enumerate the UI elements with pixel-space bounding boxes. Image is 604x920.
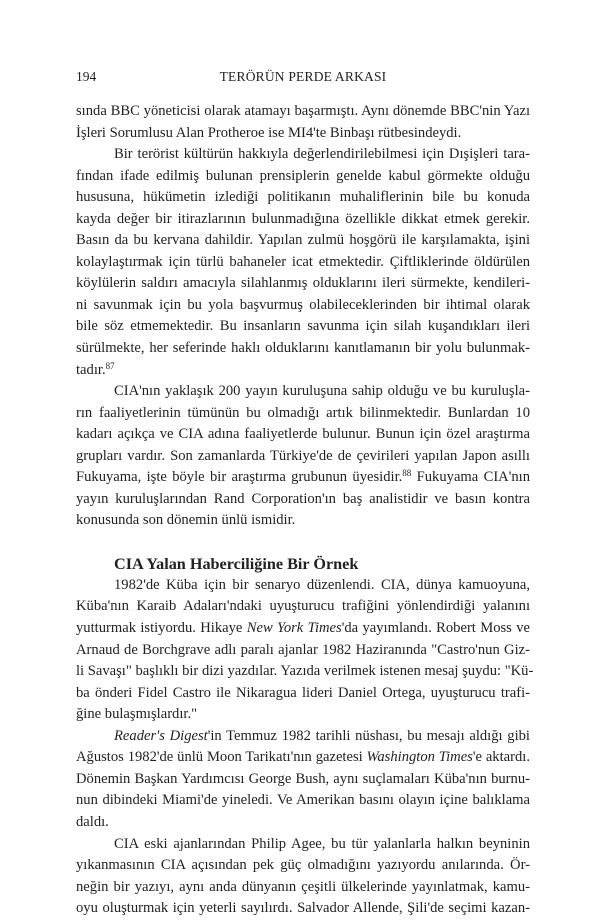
text-line: Basın da bu kervana dahildir. Yapılan zulmü hoşgörü ile karşılamakta, işini bbox=[76, 232, 530, 249]
text-segment: Fukuyama, işte böyle bir araştırma grubunun üyesidir. bbox=[76, 469, 403, 486]
text-line: CIA'nın yaklaşık 200 yayın kuruluşuna sahip olduğu ve bu kuruluşla- bbox=[114, 383, 530, 400]
text-line: konusunda son dönemin ünlü ismidir. bbox=[76, 512, 296, 529]
text-line: sürülmekte, her seferinde haklı olduklarını kanıtlamanın bir yolu bulunmak- bbox=[76, 340, 530, 357]
text-line: li Savaşı" başlıklı bir dizi yazdılar. Yazıda verilmek istenen mesaj şuydu: "Kü- bbox=[76, 663, 534, 680]
text-line: Arnaud de Borchgrave adlı paralı ajanlar 1982 Haziranında "Castro'nun Giz- bbox=[76, 641, 530, 658]
text-line: daldı. bbox=[76, 813, 109, 830]
text-line: yayın kuruluşlarından Rand Corporation'ın baş analistidir ve basın kontra bbox=[76, 490, 530, 507]
publication-title: Reader's Digest bbox=[114, 727, 208, 744]
book-page bbox=[76, 66, 534, 920]
text-segment: Fukuyama CIA'nın bbox=[411, 469, 530, 486]
page-number: 194 bbox=[76, 69, 97, 84]
publication-title: New York Times bbox=[246, 620, 342, 637]
running-header bbox=[76, 66, 530, 88]
footnote-ref-88[interactable]: 88 bbox=[402, 468, 412, 479]
paragraph bbox=[76, 144, 530, 381]
text-line: kayda değer bir itirazlarının bulunmadığına özellikle dikkat etmek gerekir. bbox=[76, 210, 530, 227]
text-line: kolaylaştırmak için türlü bahaneler icat etmektedir. Çiftliklerinde öldürülen bbox=[76, 253, 530, 270]
text-line: rın faaliyetlerinin tümünün bu olmadığı artık bilinmektedir. Bunlardan 10 bbox=[76, 404, 530, 421]
publication-title: Washington Times bbox=[366, 749, 473, 766]
text-line bbox=[76, 618, 530, 640]
text-line: 1982'de Küba için bir senaryo düzenlendi. CIA, dünya kamuoyuna, bbox=[114, 576, 530, 593]
text-line bbox=[76, 360, 530, 382]
text-line: İşleri Sorumlusu Alan Protheroe ise MI4'te Binbaşı rütbesindeydi. bbox=[76, 124, 462, 141]
text-line: Dönemin Başkan Yardımcısı George Bush, aynı suçlamaları Küba'nın burnu- bbox=[76, 770, 530, 787]
text-line bbox=[76, 747, 530, 769]
text-line: Küba'nın Karaib Adaları'ndaki uyuşturucu trafiğini yönlendirdiği yalanını bbox=[76, 598, 530, 615]
text-segment: 'e aktardı. bbox=[472, 749, 530, 766]
text-line: bile söz etmemektedir. Bu insanların savunma için silah kuşandıkları ileri bbox=[76, 318, 530, 335]
running-title: TERÖRÜN PERDE ARKASI bbox=[219, 69, 387, 84]
page-body bbox=[76, 101, 534, 920]
text-segment: Ağustos 1982'de ünlü Moon Tarikatı'nın gazetesi bbox=[76, 749, 367, 766]
text-line: ğine bulaşmışlardır." bbox=[76, 706, 198, 723]
text-line: oyu oluşturmak için yeterli sayılırdı. Salvador Allende, Şili'de seçimi kazan- bbox=[76, 900, 530, 917]
text-line: hususuna, hükümetin izlediği politikanın muhaliflerinin bile bu konuda bbox=[76, 189, 530, 206]
text-line: nun dibindeki Miami'de yineledi. Ve Amerikan basını olayın içine balıklama bbox=[76, 792, 530, 809]
text-line: kadarı açıkça ve CIA adına faaliyetlerde bulunur. Bunun için özel araştırma bbox=[76, 426, 530, 443]
text-line: fından ifade edilmiş bulunan prensiplerin genelde kabul görmekte olduğu bbox=[76, 167, 530, 184]
text-segment: tadır. bbox=[76, 361, 106, 378]
paragraph bbox=[76, 381, 530, 532]
text-line: neğin bir yazıyı, aynı anda dünyanın çeşitli ülkelerinde yayınlatmak, kamu- bbox=[76, 878, 530, 895]
paragraph bbox=[76, 101, 530, 144]
text-segment: 'da yayımlandı. Robert Moss ve bbox=[341, 620, 530, 637]
text-line: Bir terörist kültürün hakkıyla değerlendirilebilmesi için Dışişleri tara- bbox=[114, 146, 530, 163]
text-line: yıkanmasının CIA açısından pek güç olmadığını yazıyordu anılarında. Ör- bbox=[76, 857, 530, 874]
section-heading: CIA Yalan Haberciliğine Bir Örnek bbox=[114, 554, 359, 573]
text-line bbox=[76, 726, 530, 748]
text-line: grupları vardır. Son zamanlarda Türkiye'de de çevirileri yapılan Japon asıllı bbox=[76, 447, 530, 464]
text-line: CIA eski ajanlarından Philip Agee, bu tür yalanlarla halkın beyninin bbox=[114, 835, 530, 852]
paragraph bbox=[76, 834, 530, 920]
text-line: sında BBC yöneticisi olarak atamayı başarmıştı. Aynı dönemde BBC'nin Yazı bbox=[76, 103, 530, 119]
paragraph bbox=[76, 575, 534, 726]
footnote-ref-87[interactable]: 87 bbox=[105, 360, 115, 371]
text-segment: 'in Temmuz 1982 tarihli nüshası, bu mesajı aldığı gibi bbox=[207, 727, 530, 744]
text-line: ni savunmak için bu yola başvurmuş olabileceklerinden bir ihtimal olarak bbox=[76, 296, 530, 313]
text-segment: yutturmak istiyordu. Hikaye bbox=[76, 620, 247, 637]
text-line bbox=[76, 467, 530, 489]
text-line: köylülerin saldırı amacıyla silahlanmış olduklarını ileri sürmekte, kendileri- bbox=[76, 275, 530, 292]
paragraph bbox=[76, 726, 530, 834]
text-line: ba önderi Fidel Castro ile Nikaragua lideri Daniel Ortega, uyuşturucu trafi- bbox=[76, 684, 530, 701]
